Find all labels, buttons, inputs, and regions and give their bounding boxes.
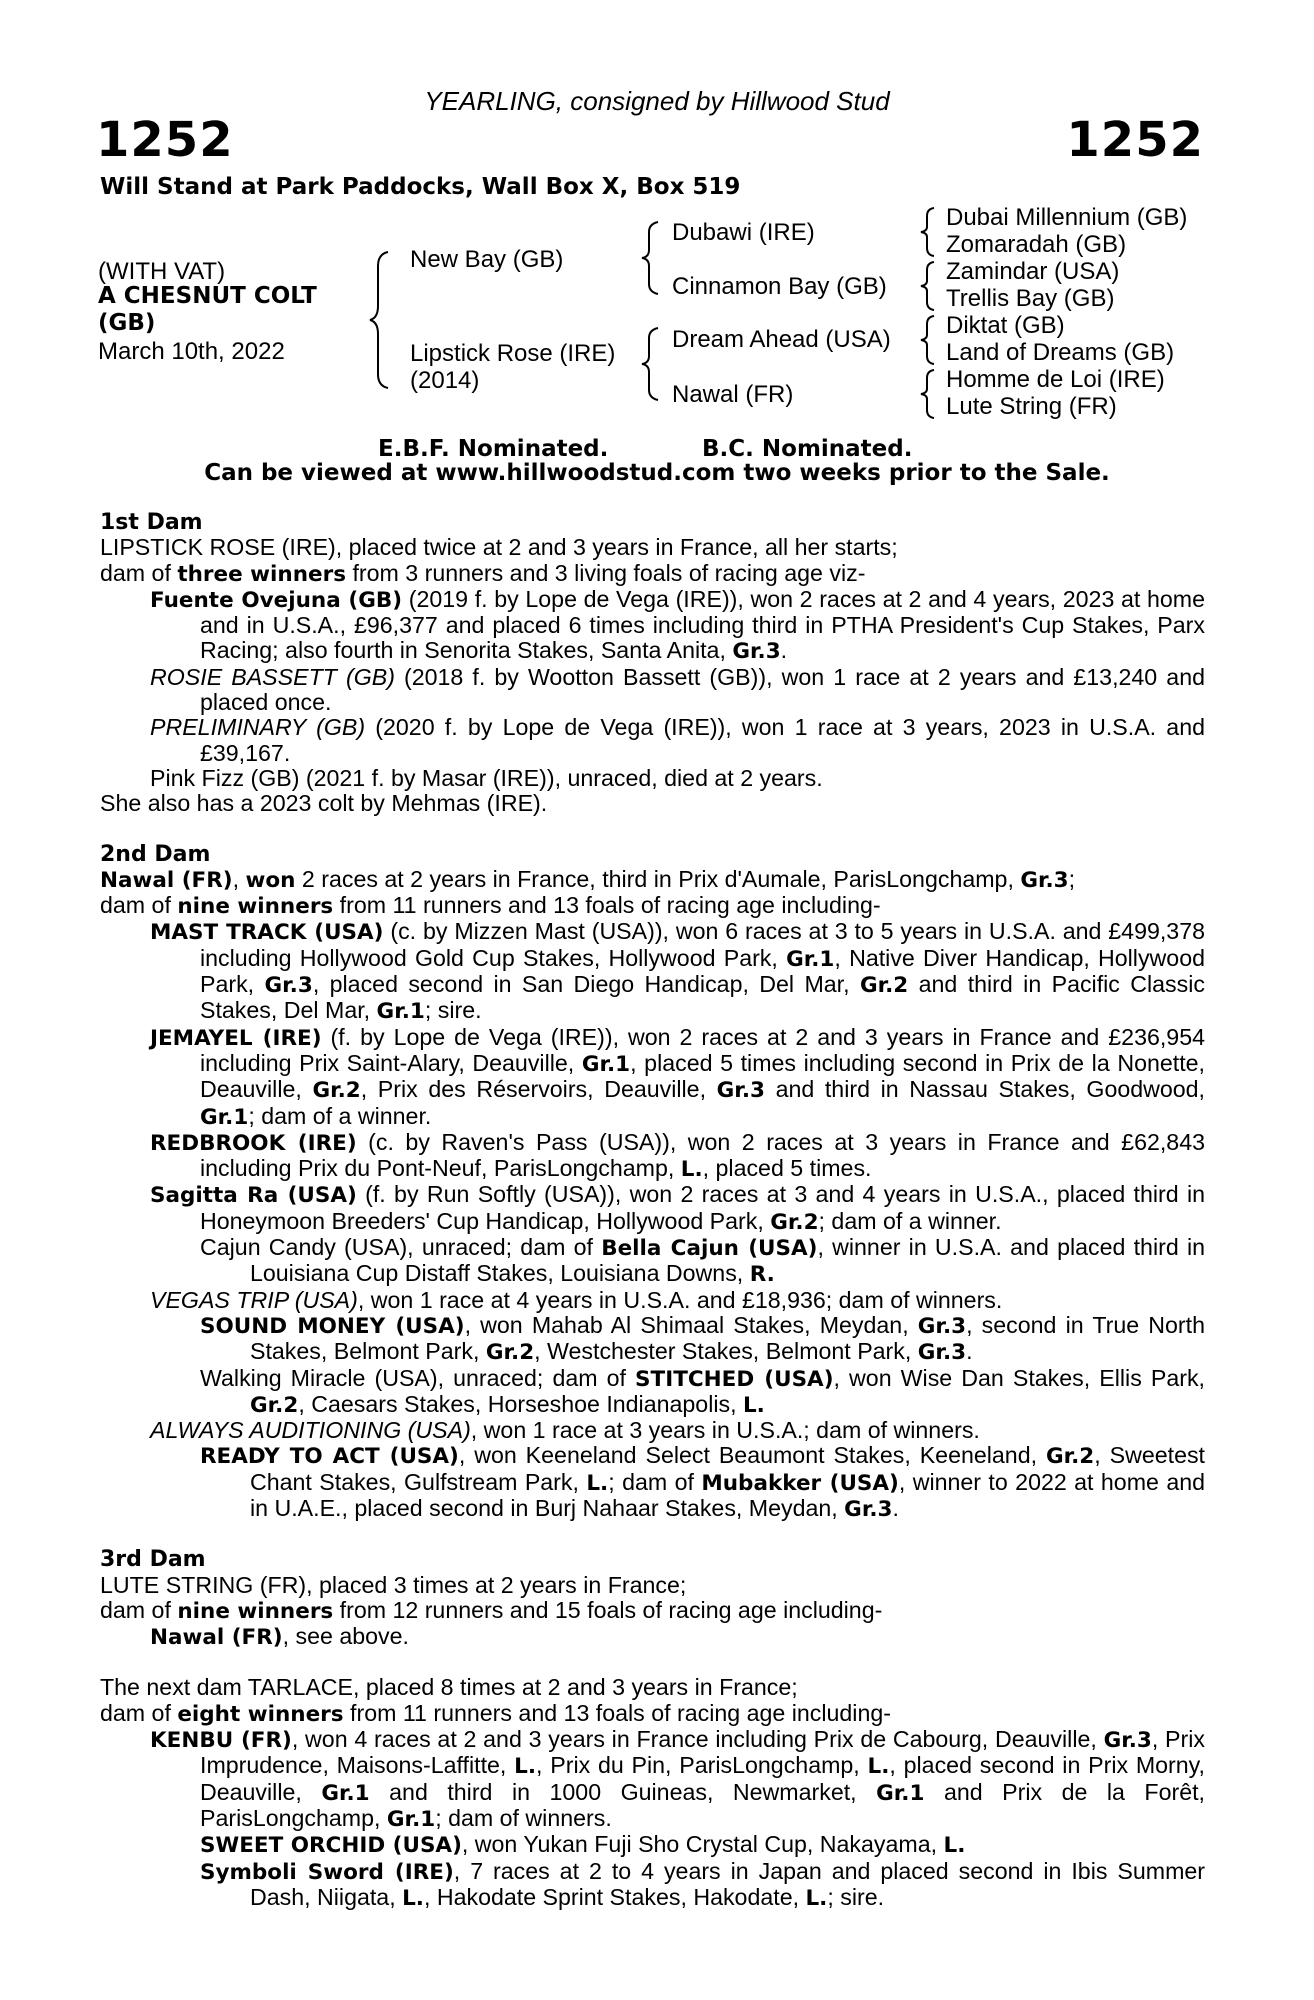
second-dam-heading: 2nd Dam bbox=[100, 841, 211, 867]
first-dam-also: She also has a 2023 colt by Mehmas (IRE). bbox=[100, 790, 548, 817]
next-dam-line: The next dam TARLACE, placed 8 times at 2 and 3 years in France; bbox=[100, 1674, 798, 1701]
subject-country: (GB) bbox=[98, 310, 156, 336]
sire-sire: Dubawi (IRE) bbox=[672, 219, 815, 246]
third-dam-heading: 3rd Dam bbox=[100, 1547, 206, 1573]
consignor-line: YEARLING, consigned by Hillwood Stud bbox=[424, 86, 890, 116]
dam-dam-dam: Lute String (FR) bbox=[946, 393, 1117, 420]
lot-number-left: 1252 bbox=[96, 112, 234, 168]
second-dam-line: Nawal (FR), won 2 races at 2 years in France, third in Prix d'Aumale, ParisLongchamp, Gr.3; bbox=[100, 865, 1076, 893]
sire-sire-dam: Zomaradah (GB) bbox=[946, 231, 1127, 258]
brace-sire-parents bbox=[640, 220, 662, 296]
brace-g3-4 bbox=[918, 368, 938, 420]
grand-produce-entry: SOUND MONEY (USA), won Mahab Al Shimaal Stakes, Meydan, Gr.3, second in True North Stakes, Belmont Park, Gr.2, Westchester Stakes, Belmont Park, Gr.3. bbox=[200, 1311, 1205, 1366]
bc-nomination: B.C. Nominated. bbox=[702, 436, 913, 462]
first-dam-line: LIPSTICK ROSE (IRE), placed twice at 2 and 3 years in France, all her starts; bbox=[100, 534, 898, 561]
produce-entry: Sagitta Ra (USA) (f. by Run Softly (USA)), won 2 races at 3 and 4 years in U.S.A., placed third in Honeymoon Breeders' Cup Handicap, Hollywood Park, Gr.2; dam of a winner. bbox=[150, 1181, 1205, 1235]
produce-entry: KENBU (FR), won 4 races at 2 and 3 years in France including Prix de Cabourg, Deauville, Gr.3, Prix Imprudence, Maisons-Laffitte, L., Prix du Pin, ParisLongchamp, L., placed second in Prix Morny, Deauville, Gr.1 and third in 1000 Guineas, Newmarket, Gr.1 and Prix de la Forêt, ParisLongchamp, Gr.1; dam of winners. bbox=[150, 1726, 1205, 1832]
brace-g3-1 bbox=[918, 206, 938, 258]
dam-sire: Dream Ahead (USA) bbox=[672, 326, 891, 353]
produce-entry: ALWAYS AUDITIONING (USA), won 1 race at 3 years in U.S.A.; dam of winners. bbox=[150, 1417, 980, 1444]
sire-dam-dam: Trellis Bay (GB) bbox=[946, 285, 1115, 312]
lot-number-right: 1252 bbox=[1066, 112, 1204, 168]
brace-g3-3 bbox=[918, 314, 938, 366]
subject-name: A CHESNUT COLT bbox=[98, 283, 317, 309]
stand-location: Will Stand at Park Paddocks, Wall Box X, Box 519 bbox=[100, 174, 741, 200]
produce-entry: Fuente Ovejuna (GB) (2019 f. by Lope de Vega (IRE)), won 2 races at 2 and 4 years, 2023 at home and in U.S.A., £96,377 and placed 6 times including third in PTHA President's Cup Stakes, Parx Racing; also fourth in Senorita Stakes, Santa Anita, Gr.3. bbox=[150, 585, 1205, 665]
sire-dam-sire: Zamindar (USA) bbox=[946, 258, 1120, 285]
third-dam-line: LUTE STRING (FR), placed 3 times at 2 years in France; bbox=[100, 1571, 687, 1598]
grand-produce-entry: SWEET ORCHID (USA), won Yukan Fuji Sho Crystal Cup, Nakayama, L. bbox=[200, 1831, 966, 1859]
second-dam-summary: dam of nine winners from 11 runners and 13 foals of racing age including- bbox=[100, 892, 881, 920]
grand-produce-entry: Cajun Candy (USA), unraced; dam of Bella Cajun (USA), winner in U.S.A. and placed third in Louisiana Cup Distaff Stakes, Louisiana Downs, R. bbox=[200, 1234, 1205, 1288]
vat-label: (WITH VAT) bbox=[98, 258, 226, 285]
next-dam-summary: dam of eight winners from 11 runners and 13 foals of racing age including- bbox=[100, 1699, 891, 1727]
dam-dam-sire: Homme de Loi (IRE) bbox=[946, 366, 1165, 393]
dam-dam: Nawal (FR) bbox=[672, 381, 794, 408]
brace-g3-2 bbox=[918, 260, 938, 312]
ebf-nomination: E.B.F. Nominated. bbox=[378, 436, 609, 462]
produce-entry: JEMAYEL (IRE) (f. by Lope de Vega (IRE)), won 2 races at 2 and 3 years in France and £236,954 including Prix Saint-Alary, Deauville, Gr.1, placed 5 times including second in Prix de la Nonette, Deauville, Gr.2, Prix des Réservoirs, Deauville, Gr.3 and third in Nassau Stakes, Goodwood, Gr.1; dam of a winner. bbox=[150, 1023, 1206, 1130]
sire: New Bay (GB) bbox=[410, 246, 564, 273]
produce-entry: ROSIE BASSETT (GB) (2018 f. by Wootton Bassett (GB)), won 1 race at 2 years and £13,240 and placed once. bbox=[150, 663, 1205, 716]
produce-entry: PRELIMINARY (GB) (2020 f. by Lope de Vega (IRE)), won 1 race at 3 years, 2023 in U.S.A. and £39,167. bbox=[150, 714, 1205, 766]
sire-dam: Cinnamon Bay (GB) bbox=[672, 273, 887, 300]
foaling-date: March 10th, 2022 bbox=[98, 338, 285, 365]
dam-sire-sire: Diktat (GB) bbox=[946, 312, 1065, 339]
produce-record bbox=[100, 510, 1205, 1911]
produce-entry: Pink Fizz (GB) (2021 f. by Masar (IRE)), unraced, died at 2 years. bbox=[150, 764, 823, 791]
produce-entry: MAST TRACK (USA) (c. by Mizzen Mast (USA)), won 6 races at 3 to 5 years in U.S.A. and £499,378 including Hollywood Gold Cup Stakes, Hollywood Park, Gr.1, Native Diver Handicap, Hollywood Park, Gr.3, placed second in San Diego Handicap, Del Mar, Gr.2 and third in Pacific Classic Stakes, Del Mar, Gr.1; sire. bbox=[150, 918, 1205, 1025]
third-dam-summary: dam of nine winners from 12 runners and 15 foals of racing age including- bbox=[100, 1596, 883, 1624]
produce-entry: REDBROOK (IRE) (c. by Raven's Pass (USA)), won 2 races at 3 years in France and £62,843 including Prix du Pont-Neuf, ParisLongchamp, L., placed 5 times. bbox=[150, 1128, 1205, 1183]
produce-entry: Nawal (FR), see above. bbox=[150, 1623, 409, 1651]
dam-sire-dam: Land of Dreams (GB) bbox=[946, 339, 1175, 366]
first-dam-heading: 1st Dam bbox=[100, 510, 203, 535]
viewing-notice: Can be viewed at www.hillwoodstud.com two weeks prior to the Sale. bbox=[204, 460, 1110, 486]
first-dam-summary: dam of three winners from 3 runners and 3 living foals of racing age viz- bbox=[100, 559, 866, 587]
brace-dam-parents bbox=[640, 326, 662, 402]
grand-produce-entry: READY TO ACT (USA), won Keeneland Select Beaumont Stakes, Keeneland, Gr.2, Sweetest Chant Stakes, Gulfstream Park, L.; dam of Mubakker (USA), winner to 2022 at home and in U.A.E., placed second in Burj Nahaar Stakes, Meydan, Gr.3. bbox=[200, 1442, 1206, 1522]
sire-sire-sire: Dubai Millennium (GB) bbox=[946, 204, 1188, 231]
produce-entry: VEGAS TRIP (USA), won 1 race at 4 years in U.S.A. and £18,936; dam of winners. bbox=[150, 1286, 1003, 1313]
dam-name: Lipstick Rose (IRE) bbox=[410, 340, 616, 367]
grand-produce-entry: Walking Miracle (USA), unraced; dam of STITCHED (USA), won Wise Dan Stakes, Ellis Park, Gr.2, Caesars Stakes, Horseshoe Indianapolis, L. bbox=[200, 1364, 1205, 1418]
brace-generation-1 bbox=[368, 250, 394, 390]
grand-produce-entry: Symboli Sword (IRE), 7 races at 2 to 4 years in Japan and placed second in Ibis Summer Dash, Niigata, L., Hakodate Sprint Stakes, Hakodate, L.; sire. bbox=[200, 1857, 1205, 1911]
dam-year: (2014) bbox=[410, 367, 480, 394]
